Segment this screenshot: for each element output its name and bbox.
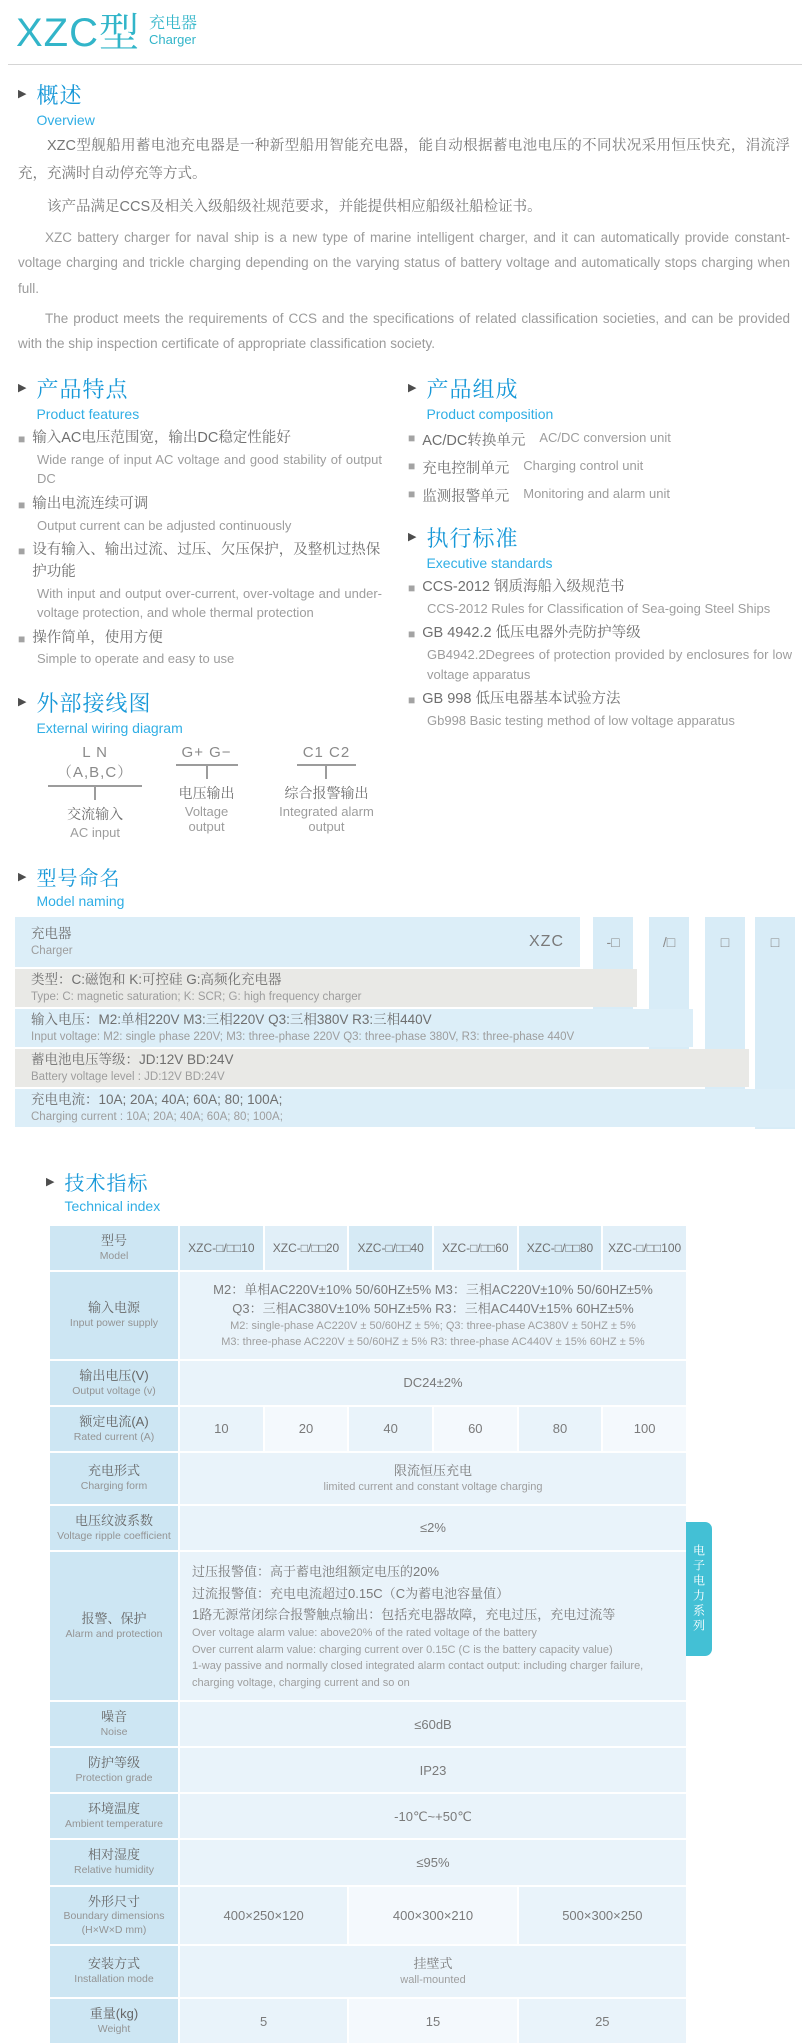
naming-row-en: Charging current : 10A; 20A; 40A; 60A; 80; 100A; xyxy=(31,1111,283,1124)
value-line: ≤95% xyxy=(416,1854,450,1870)
overview-title-zh: 概述 xyxy=(36,83,83,108)
product-name-en: Charger xyxy=(149,32,196,48)
product-name-zh: 充电器 xyxy=(149,15,198,32)
rated-current-cell: 10 xyxy=(180,1407,263,1451)
label-en: Noise xyxy=(100,1726,128,1739)
square-bullet-icon: ■ xyxy=(18,631,26,646)
list-item xyxy=(408,689,792,730)
feature-en: Output current can be adjusted continuously xyxy=(37,517,292,533)
value-cell-protection xyxy=(180,1748,686,1792)
composition-heading xyxy=(408,373,792,422)
list-item xyxy=(408,429,792,450)
square-bullet-icon: ■ xyxy=(408,627,416,642)
naming-row-zh: 类型：C:磁饱和 K:可控硅 G:高频化充电器 xyxy=(31,971,282,987)
section-arrow-icon: ▶ xyxy=(18,382,27,394)
standards-title-zh: 执行标准 xyxy=(426,526,519,551)
label-en: Protection grade xyxy=(75,1772,153,1785)
value-line: ≤2% xyxy=(420,1520,446,1536)
naming-title-zh: 型号命名 xyxy=(36,867,121,890)
model-header-cell: XZC-□/□□40 xyxy=(349,1226,432,1270)
standard-zh: CCS-2012 钢质海船入级规范书 xyxy=(422,579,625,595)
dimension-cell: 400×300×210 xyxy=(349,1887,516,1944)
feature-zh: 输出电流连续可调 xyxy=(32,495,149,512)
value-line: M3: three-phase AC220V ± 50/60HZ ± 5% R3: three-phase AC440V ± 15% 60HZ ± 5% xyxy=(221,1335,645,1348)
feature-en: With input and output over-current, over-voltage and under-voltage protection, and whole thermal protection xyxy=(37,585,382,620)
product-name-block xyxy=(149,15,197,48)
square-bullet-icon: ■ xyxy=(18,544,26,558)
square-bullet-icon: ■ xyxy=(18,497,26,512)
value-cell-ambient xyxy=(180,1794,686,1838)
value-cell-output-voltage xyxy=(180,1361,686,1405)
wiring-terminal-group xyxy=(172,744,241,840)
terminal-label-zh: 电压输出 xyxy=(178,784,235,801)
terminal-tick xyxy=(325,766,327,779)
label-en: Voltage ripple coefficient xyxy=(57,1530,171,1542)
list-item xyxy=(408,485,792,506)
series-side-tab: 电子电力系列 xyxy=(686,1522,712,1656)
terminal-label-zh: 综合报警输出 xyxy=(284,784,369,801)
value-line: Over current alarm value: charging current over 0.15C (C is the battery capacity value) xyxy=(192,1643,613,1656)
value-line: ≤60dB xyxy=(414,1716,452,1732)
tech-title-zh: 技术指标 xyxy=(64,1172,149,1195)
section-arrow-icon: ▶ xyxy=(18,88,27,100)
naming-row-charger xyxy=(15,917,580,967)
list-item xyxy=(18,494,382,535)
label-zh: 重量(kg) xyxy=(89,2006,139,2022)
naming-row-charging-current xyxy=(15,1089,795,1127)
feature-en: Simple to operate and easy to use xyxy=(37,651,235,667)
standards-title-en: Executive standards xyxy=(426,555,553,571)
value-line: 挂壁式 xyxy=(413,1955,453,1971)
model-header-cell: XZC-□/□□100 xyxy=(603,1226,686,1270)
naming-row-en: Type: C: magnetic saturation; K: SCR; G: high frequency charger xyxy=(31,991,362,1004)
label-zh: 额定电流(A) xyxy=(79,1413,149,1429)
value-line: Over voltage alarm value: above20% of the rated voltage of the battery xyxy=(192,1627,537,1640)
feature-zh: 操作简单，使用方便 xyxy=(32,629,163,646)
rated-current-cell: 60 xyxy=(434,1407,517,1451)
terminal-pins: C1 C2 xyxy=(297,744,357,766)
standards-list xyxy=(408,577,792,730)
overview-paragraph: XZC battery charger for naval ship is a new type of marine intelligent charger, and it can automatically provide constant-voltage charging and trickle charging depending on the varying status of battery voltage and automatically stops charging when full. xyxy=(18,229,790,297)
model-header-cell: XZC-□/□□60 xyxy=(434,1226,517,1270)
code-box: -□ xyxy=(606,933,620,950)
weight-cell: 15 xyxy=(349,1999,516,2043)
square-bullet-icon: ■ xyxy=(408,581,416,595)
rated-current-cell: 100 xyxy=(603,1407,686,1451)
label-zh: 电压纹波系数 xyxy=(74,1513,153,1529)
table-row-label xyxy=(50,1361,178,1405)
label-zh: 型号 xyxy=(100,1232,127,1248)
terminal-label-en: Integrated alarm output xyxy=(279,803,374,834)
label-en: Model xyxy=(99,1249,129,1262)
table-row-label xyxy=(50,1453,178,1504)
naming-row-battery-voltage xyxy=(15,1049,749,1087)
table-row-label xyxy=(50,1552,178,1700)
standards-heading xyxy=(408,522,792,571)
square-bullet-icon: ■ xyxy=(408,487,416,501)
square-bullet-icon: ■ xyxy=(18,432,26,446)
label-en: Alarm and protection xyxy=(65,1628,163,1641)
terminal-tick xyxy=(206,766,208,779)
code-box: □ xyxy=(770,933,780,950)
list-item xyxy=(408,623,792,684)
overview-heading xyxy=(18,79,790,128)
composition-title-en: Product composition xyxy=(426,406,554,422)
features-list xyxy=(18,428,382,669)
wiring-terminal-group xyxy=(48,744,142,840)
label-zh: 防护等级 xyxy=(87,1755,140,1771)
rated-current-cell: 40 xyxy=(349,1407,432,1451)
value-cell-charging-form xyxy=(180,1453,686,1504)
naming-row-en: Charger xyxy=(31,945,73,958)
weight-cell: 5 xyxy=(180,1999,347,2043)
table-row-label xyxy=(50,1946,178,1997)
table-row-label xyxy=(50,1407,178,1451)
table-row-label xyxy=(50,1226,178,1270)
value-line: M2：单相AC220V±10% 50/60HZ±5% M3：三相AC220V±10% 50/60HZ±5% xyxy=(213,1281,653,1297)
technical-index-table xyxy=(50,1226,706,2043)
naming-row-zh: 输入电压：M2:单相220V M3:三相220V Q3:三相380V R3:三相440V xyxy=(31,1011,432,1027)
value-line: IP23 xyxy=(419,1762,447,1778)
value-line: DC24±2% xyxy=(403,1374,463,1390)
wiring-heading xyxy=(18,687,382,736)
two-column-area xyxy=(0,373,810,840)
list-item xyxy=(18,428,382,489)
section-arrow-icon: ▶ xyxy=(46,1175,55,1188)
table-row-label xyxy=(50,1999,178,2043)
table-row-label xyxy=(50,1840,178,1884)
section-arrow-icon: ▶ xyxy=(18,695,27,708)
value-cell-alarm xyxy=(180,1552,686,1700)
overview-paragraph: 该产品满足CCS及相关入级船级社规范要求，并能提供相应船级社船检证书。 xyxy=(47,198,542,215)
label-en: Input power supply xyxy=(69,1317,159,1330)
value-cell-input-power xyxy=(180,1272,686,1359)
naming-row-type xyxy=(15,969,637,1007)
value-line: limited current and constant voltage charging xyxy=(323,1481,543,1494)
table-row-label xyxy=(50,1272,178,1359)
base-model-code: XZC xyxy=(529,932,564,950)
wiring-title-en: External wiring diagram xyxy=(36,719,183,736)
label-zh: 相对湿度 xyxy=(87,1847,140,1863)
composition-title-zh: 产品组成 xyxy=(426,377,519,402)
section-arrow-icon: ▶ xyxy=(18,870,27,883)
label-en: Relative humidity xyxy=(74,1864,154,1877)
naming-heading xyxy=(0,862,810,909)
composition-zh: 监测报警单元 xyxy=(422,489,510,505)
left-column xyxy=(18,373,382,840)
label-en: (H×W×D mm) xyxy=(81,1923,147,1936)
standard-zh: GB 998 低压电器基本试验方法 xyxy=(422,691,621,707)
rated-current-cell: 80 xyxy=(519,1407,602,1451)
feature-en: Wide range of input AC voltage and good stability of output DC xyxy=(37,451,382,487)
terminal-tick xyxy=(94,787,96,800)
naming-row-zh: 蓄电池电压等级：JD:12V BD:24V xyxy=(31,1051,234,1067)
standard-en: GB4942.2Degrees of protection provided by enclosures for low voltage apparatus xyxy=(427,647,792,682)
value-cell-noise xyxy=(180,1702,686,1746)
model-header-cell: XZC-□/□□10 xyxy=(180,1226,263,1270)
table-row-label xyxy=(50,1506,178,1550)
value-line: -10℃~+50℃ xyxy=(394,1808,472,1824)
overview-paragraph: The product meets the requirements of CCS and the specifications of related classification societies, and can be provided with the ship inspection certificate of appropriate classification society. xyxy=(18,310,790,352)
value-line: 1路无源常闭综合报警触点输出：包括充电器故障，充电过压，充电过流等 xyxy=(192,1607,616,1622)
composition-zh: 充电控制单元 xyxy=(422,461,510,477)
label-en: Rated current (A) xyxy=(73,1430,155,1443)
section-arrow-icon: ▶ xyxy=(408,382,417,394)
value-line: wall-mounted xyxy=(400,1974,466,1987)
model-header-cell: XZC-□/□□20 xyxy=(265,1226,348,1270)
model-naming-ladder xyxy=(15,917,795,1133)
label-zh: 安装方式 xyxy=(87,1956,140,1972)
composition-en: AC/DC conversion unit xyxy=(539,430,671,445)
label-zh: 充电形式 xyxy=(87,1463,140,1479)
standard-en: CCS-2012 Rules for Classification of Sea-going Steel Ships xyxy=(427,600,771,616)
list-item xyxy=(408,457,792,478)
composition-en: Charging control unit xyxy=(523,458,644,473)
code-box: /□ xyxy=(662,933,676,950)
composition-list xyxy=(408,429,792,506)
features-title-zh: 产品特点 xyxy=(36,377,129,402)
value-cell-installation xyxy=(180,1946,686,1997)
feature-zh: 输入AC电压范围宽，输出DC稳定性能好 xyxy=(32,430,291,446)
label-zh: 环境温度 xyxy=(87,1801,140,1817)
label-en: Weight xyxy=(97,2022,131,2035)
table-row-label xyxy=(50,1887,178,1944)
standard-en: Gb998 Basic testing method of low voltage apparatus xyxy=(427,712,735,728)
value-line: 过压报警值：高于蓄电池组额定电压的20% xyxy=(192,1564,440,1580)
label-zh: 外形尺寸 xyxy=(87,1893,140,1909)
naming-row-zh: 充电器 xyxy=(31,925,72,941)
table-row-label xyxy=(50,1702,178,1746)
square-bullet-icon: ■ xyxy=(408,431,416,445)
overview-title-en: Overview xyxy=(36,112,95,128)
table-row-label xyxy=(50,1794,178,1838)
standard-zh: GB 4942.2 低压电器外壳防护等级 xyxy=(422,625,641,642)
terminal-pins: L N（A,B,C） xyxy=(48,744,142,787)
dimension-cell: 500×300×250 xyxy=(519,1887,686,1944)
list-item xyxy=(18,540,382,623)
label-zh: 噪音 xyxy=(100,1709,127,1725)
label-en: Charging form xyxy=(80,1480,148,1493)
list-item xyxy=(18,628,382,669)
label-zh: 报警、保护 xyxy=(81,1611,147,1627)
value-line: 限流恒压充电 xyxy=(393,1462,472,1478)
label-zh: 输出电压(V) xyxy=(79,1367,149,1383)
section-arrow-icon: ▶ xyxy=(408,531,417,543)
model-header-cell: XZC-□/□□80 xyxy=(519,1226,602,1270)
value-cell-ripple xyxy=(180,1506,686,1550)
features-title-en: Product features xyxy=(36,406,140,422)
composition-zh: AC/DC转换单元 xyxy=(422,433,526,449)
page-header xyxy=(0,0,810,54)
tech-heading xyxy=(46,1167,810,1214)
dimension-cell: 400×250×120 xyxy=(180,1887,347,1944)
label-en: Installation mode xyxy=(74,1973,154,1986)
naming-row-en: Input voltage: M2: single phase 220V; M3: three-phase 220V Q3: three-phase 380V, R3: three-phase 440V xyxy=(31,1031,575,1044)
terminal-label-en: AC input xyxy=(70,824,121,840)
wiring-terminal-group xyxy=(271,744,382,840)
product-model-title: XZC型 xyxy=(16,11,140,55)
wiring-title-zh: 外部接线图 xyxy=(36,690,152,716)
features-heading xyxy=(18,373,382,422)
label-en: Boundary dimensions xyxy=(63,1910,165,1923)
terminal-label-en: Voltage output xyxy=(184,803,229,834)
table-row-label xyxy=(50,1748,178,1792)
overview-paragraph: XZC型舰船用蓄电池充电器是一种新型船用智能充电器，能自动根据蓄电池电压的不同状况采用恒压快充，涓流浮充，充满时自动停充等方式。 xyxy=(18,138,790,183)
weight-cell: 25 xyxy=(519,1999,686,2043)
terminal-pins: G+ G− xyxy=(176,744,238,766)
square-bullet-icon: ■ xyxy=(408,693,416,707)
tech-title-en: Technical index xyxy=(64,1197,161,1214)
label-en: Output voltage (v) xyxy=(72,1384,156,1397)
section-overview xyxy=(0,79,810,357)
naming-row-zh: 充电电流：10A; 20A; 40A; 60A; 80; 100A; xyxy=(31,1091,283,1107)
label-zh: 输入电源 xyxy=(87,1300,140,1316)
naming-title-en: Model naming xyxy=(36,892,125,909)
value-line: Q3：三相AC380V±10% 50HZ±5% R3：三相AC440V±15% 60HZ±5% xyxy=(232,1301,634,1317)
label-en: Ambient temperature xyxy=(64,1818,164,1831)
value-cell-humidity xyxy=(180,1840,686,1884)
feature-zh: 设有输入、输出过流、过压、欠压保护，及整机过热保护功能 xyxy=(32,542,381,580)
code-box: □ xyxy=(720,933,730,950)
composition-en: Monitoring and alarm unit xyxy=(523,486,670,501)
naming-row-input-voltage xyxy=(15,1009,693,1047)
naming-row-en: Battery voltage level : JD:12V BD:24V xyxy=(31,1071,225,1084)
square-bullet-icon: ■ xyxy=(408,459,416,473)
right-column xyxy=(408,373,792,840)
terminal-label-zh: 交流输入 xyxy=(67,805,124,822)
value-line: 1-way passive and normally closed integrated alarm contact output: including charger failure, charging voltage, charging current and so on xyxy=(192,1660,644,1689)
value-line: 过流报警值：充电电流超过0.15C（C为蓄电池容量值） xyxy=(192,1585,510,1601)
wiring-diagram xyxy=(18,736,382,840)
value-line: M2: single-phase AC220V ± 50/60HZ ± 5%; Q3: three-phase AC380V ± 50HZ ± 5% xyxy=(230,1319,636,1332)
header-divider xyxy=(8,64,802,65)
rated-current-cell: 20 xyxy=(265,1407,348,1451)
list-item xyxy=(408,577,792,618)
